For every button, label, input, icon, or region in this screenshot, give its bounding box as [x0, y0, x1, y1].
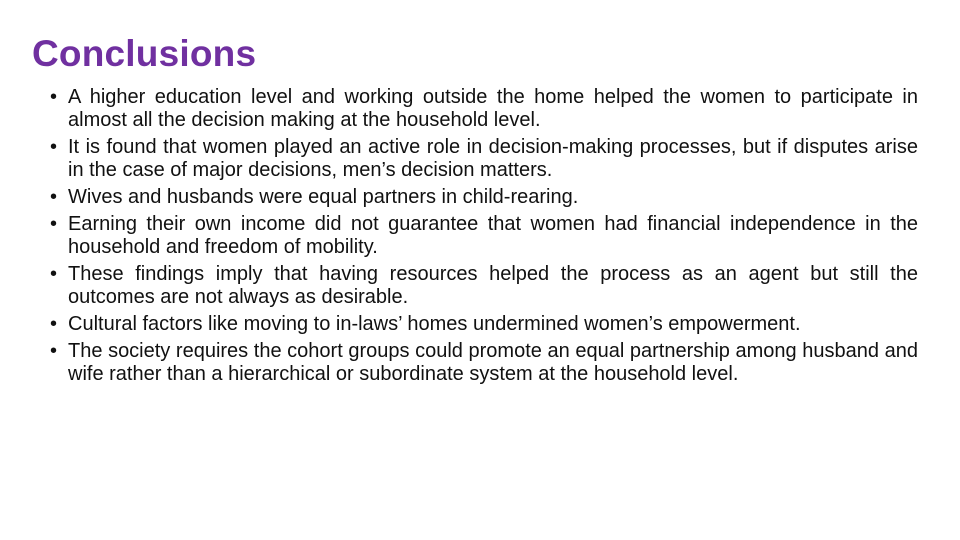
bullet-icon: • [50, 313, 58, 335]
bullet-text: Earning their own income did not guarantee that women had financial independence in the household and freedom of mobility. [68, 213, 918, 258]
bullet-text: A higher education level and working outside the home helped the women to participate in almost all the decision making at the household level. [68, 86, 918, 131]
bullet-item [50, 86, 918, 132]
bullet-text: The society requires the cohort groups could promote an equal partnership among husband and wife rather than a hierarchical or subordinate system at the household level. [68, 340, 918, 385]
bullet-item [50, 263, 918, 309]
conclusions-bullet-list [50, 86, 918, 390]
bullet-icon: • [50, 263, 58, 285]
bullet-icon: • [50, 136, 58, 158]
slide-title: Conclusions [32, 33, 257, 74]
bullet-item [50, 340, 918, 386]
bullet-text: Wives and husbands were equal partners in child-rearing. [68, 186, 579, 208]
bullet-text: Cultural factors like moving to in-laws’ homes undermined women’s empowerment. [68, 313, 801, 335]
bullet-text: It is found that women played an active role in decision-making processes, but if disputes arise in the case of major decisions, men’s decision matters. [68, 136, 918, 181]
bullet-icon: • [50, 86, 58, 108]
bullet-item [50, 186, 918, 209]
bullet-item [50, 213, 918, 259]
bullet-icon: • [50, 213, 58, 235]
bullet-icon: • [50, 340, 58, 362]
bullet-text: These findings imply that having resources helped the process as an agent but still the outcomes are not always as desirable. [68, 263, 918, 308]
bullet-item [50, 136, 918, 182]
bullet-icon: • [50, 186, 58, 208]
bullet-item [50, 313, 918, 336]
